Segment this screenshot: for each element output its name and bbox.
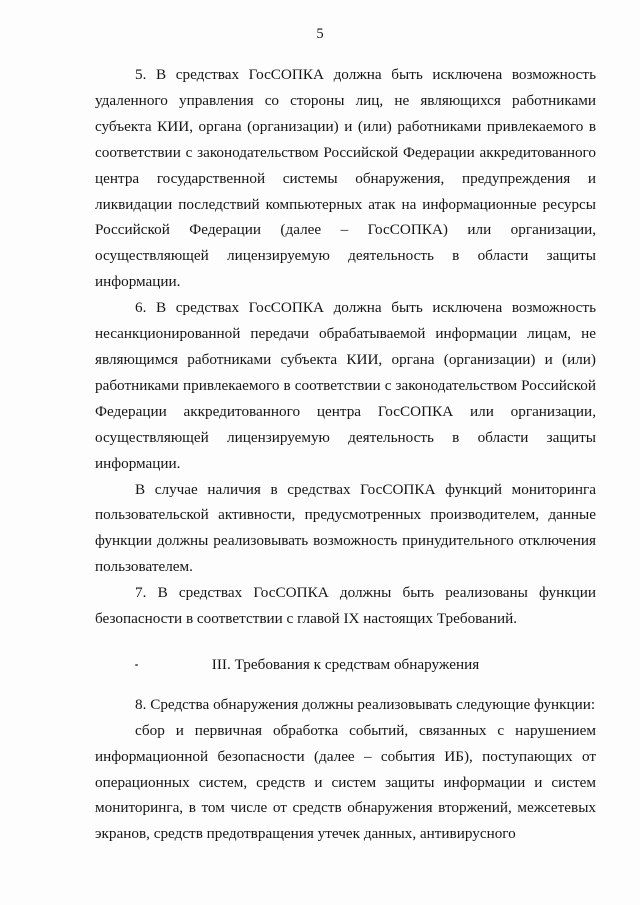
paragraph-7: 7. В средствах ГосСОПКА должны быть реализованы функции безопасности в соответствии с главой IX настоящих Требований. (95, 584, 596, 628)
paragraph-monitoring: В случае наличия в средствах ГосСОПКА функций мониторинга пользовательской активности, предусмотренных производителем, данные функции должны реализовывать возможность принудительного отключения пользователем. (95, 480, 596, 576)
paragraph-5: 5. В средствах ГосСОПКА должна быть исключена возможность удаленного управления со стороны лиц, не являющихся работниками субъекта КИИ, органа (организации) и (или) работниками привлекаемого в соответствии с законодательством Российской Федерации аккредитованного центра государственной системы обнаружения, предупреждения и ликвидации последствий компьютерных атак на информационные ресурсы Российской Федерации (далее – ГосСОПКА) или организации, осуществляющей лицензируемую деятельность в области защиты информации. (95, 66, 596, 291)
paragraph-6: 6. В средствах ГосСОПКА должна быть исключена возможность несанкционированной передачи обрабатываемой информации лицам, не являющимся работниками субъекта КИИ, органа (организации) и (или) работниками привлекаемого в соответствии с законодательством Российской Федерации аккредитованного центра ГосСОПКА или организации, осуществляющей лицензируемую деятельность в области защиты информации. (95, 299, 596, 472)
scan-artifact-dot (135, 664, 138, 666)
paragraph-8-item-1: сбор и первичная обработка событий, связанных с нарушением информационной безопасности (далее – события ИБ), поступающих от операционных систем, средств и систем защиты информации и систем мониторинга, в том числе от средств обнаружения вторжений, межсетевых экранов, средств предотвращения утечек данных, антивирусного (95, 721, 596, 843)
page-number: 5 (316, 26, 324, 42)
document-body (95, 62, 596, 847)
section-heading: III. Требования к средствам обнаружения (211, 655, 480, 673)
paragraph-8: 8. Средства обнаружения должны реализовывать следующие функции: (135, 695, 596, 713)
